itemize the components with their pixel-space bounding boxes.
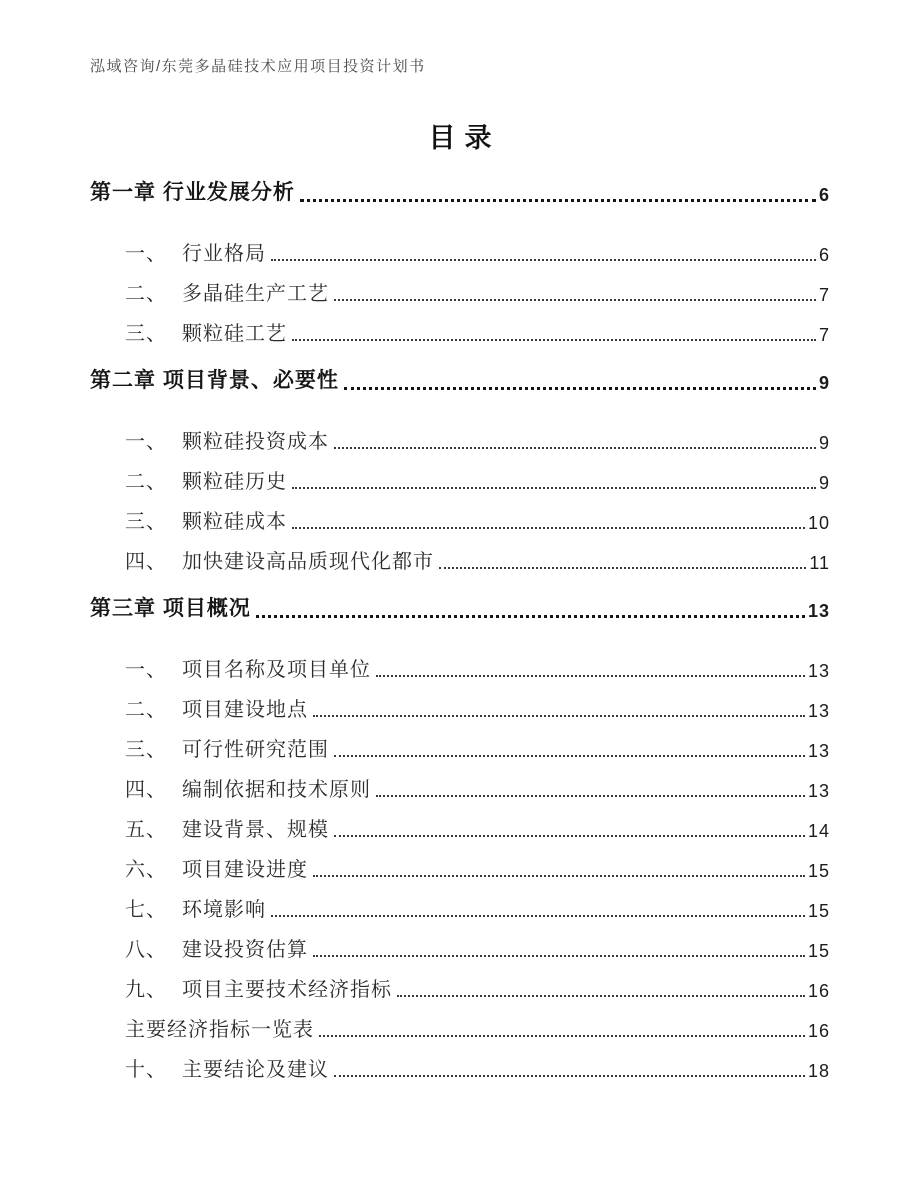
item-number: 五、 [125, 819, 167, 841]
item-page-number: 10 [807, 513, 830, 534]
chapter-page-number: 6 [818, 185, 830, 206]
item-title: 可行性研究范围 [182, 739, 329, 761]
item-number: 八、 [125, 939, 167, 961]
dotted-leader [376, 675, 805, 677]
dotted-leader [376, 795, 805, 797]
dotted-leader [344, 387, 816, 390]
item-title: 加快建设高品质现代化都市 [182, 551, 434, 573]
item-number: 十、 [125, 1059, 167, 1081]
item-page-number: 16 [807, 1021, 830, 1042]
toc-item-entry[interactable] [90, 1002, 830, 1042]
item-page-number: 9 [818, 433, 830, 454]
dotted-leader [313, 955, 805, 957]
dotted-leader [300, 199, 816, 202]
item-title: 编制依据和技术原则 [182, 779, 371, 801]
dotted-leader [334, 299, 816, 301]
dotted-leader [271, 915, 805, 917]
chapter-page-number: 13 [807, 601, 830, 622]
item-title: 颗粒硅工艺 [182, 323, 287, 345]
toc-item-entry[interactable] [90, 922, 830, 962]
dotted-leader [313, 875, 805, 877]
item-page-number: 7 [818, 285, 830, 306]
item-title: 建设背景、规模 [182, 819, 329, 841]
dotted-leader [439, 567, 806, 569]
item-number: 三、 [125, 739, 167, 761]
item-title: 行业格局 [182, 243, 266, 265]
item-number: 二、 [125, 699, 167, 721]
dotted-leader [334, 447, 816, 449]
toc-chapter-entry[interactable] [90, 356, 830, 394]
dotted-leader [334, 755, 805, 757]
chapter-label: 第一章 行业发展分析 [90, 181, 295, 204]
toc-item-entry[interactable] [90, 802, 830, 842]
item-title: 项目名称及项目单位 [182, 659, 371, 681]
dotted-leader [256, 615, 805, 618]
item-number: 三、 [125, 323, 167, 345]
item-number: 一、 [125, 431, 167, 453]
item-page-number: 13 [807, 701, 830, 722]
document-header-text: 泓域咨询/东莞多晶硅技术应用项目投资计划书 [90, 58, 426, 75]
item-number: 九、 [125, 979, 167, 1001]
toc-item-entry[interactable] [90, 266, 830, 306]
item-title: 主要结论及建议 [182, 1059, 329, 1081]
chapter-label: 第三章 项目概况 [90, 597, 251, 620]
dotted-leader [271, 259, 816, 261]
item-title: 颗粒硅成本 [182, 511, 287, 533]
item-page-number: 15 [807, 861, 830, 882]
item-page-number: 7 [818, 325, 830, 346]
item-number: 四、 [125, 551, 167, 573]
chapter-label: 第二章 项目背景、必要性 [90, 369, 339, 392]
item-title: 主要经济指标一览表 [125, 1019, 314, 1041]
toc-item-entry[interactable] [90, 534, 830, 574]
dotted-leader [292, 487, 816, 489]
item-number: 四、 [125, 779, 167, 801]
item-page-number: 11 [809, 553, 830, 574]
item-title: 环境影响 [182, 899, 266, 921]
item-title: 建设投资估算 [182, 939, 308, 961]
dotted-leader [334, 1075, 805, 1077]
page-title: 目录 [428, 123, 501, 153]
item-title: 项目建设地点 [182, 699, 308, 721]
item-page-number: 15 [807, 901, 830, 922]
item-page-number: 13 [807, 741, 830, 762]
item-number: 二、 [125, 471, 167, 493]
item-page-number: 14 [807, 821, 830, 842]
dotted-leader [397, 995, 805, 997]
item-number: 二、 [125, 283, 167, 305]
dotted-leader [334, 835, 805, 837]
item-page-number: 13 [807, 781, 830, 802]
item-number: 一、 [125, 659, 167, 681]
toc-item-entry[interactable] [90, 762, 830, 802]
toc-item-entry[interactable] [90, 682, 830, 722]
toc-item-entry[interactable] [90, 722, 830, 762]
toc-item-entry[interactable] [90, 842, 830, 882]
item-title: 项目建设进度 [182, 859, 308, 881]
toc-item-entry[interactable] [90, 226, 830, 266]
dotted-leader [292, 527, 805, 529]
toc-item-entry[interactable] [90, 1042, 830, 1082]
toc-item-entry[interactable] [90, 454, 830, 494]
chapter-page-number: 9 [818, 373, 830, 394]
dotted-leader [292, 339, 816, 341]
dotted-leader [319, 1035, 805, 1037]
item-page-number: 16 [807, 981, 830, 1002]
dotted-leader [313, 715, 805, 717]
item-number: 三、 [125, 511, 167, 533]
item-page-number: 15 [807, 941, 830, 962]
toc-item-entry[interactable] [90, 494, 830, 534]
item-title: 项目主要技术经济指标 [182, 979, 392, 1001]
item-title: 颗粒硅投资成本 [182, 431, 329, 453]
item-page-number: 18 [807, 1061, 830, 1082]
toc [90, 168, 830, 1082]
toc-item-entry[interactable] [90, 414, 830, 454]
item-number: 七、 [125, 899, 167, 921]
item-page-number: 13 [807, 661, 830, 682]
item-number: 六、 [125, 859, 167, 881]
toc-item-entry[interactable] [90, 962, 830, 1002]
toc-item-entry[interactable] [90, 642, 830, 682]
item-number: 一、 [125, 243, 167, 265]
item-page-number: 9 [818, 473, 830, 494]
toc-chapter-entry[interactable] [90, 584, 830, 622]
toc-item-entry[interactable] [90, 882, 830, 922]
item-title: 多晶硅生产工艺 [182, 283, 329, 305]
item-title: 颗粒硅历史 [182, 471, 287, 493]
toc-item-entry[interactable] [90, 306, 830, 346]
toc-chapter-entry[interactable] [90, 168, 830, 206]
item-page-number: 6 [818, 245, 830, 266]
